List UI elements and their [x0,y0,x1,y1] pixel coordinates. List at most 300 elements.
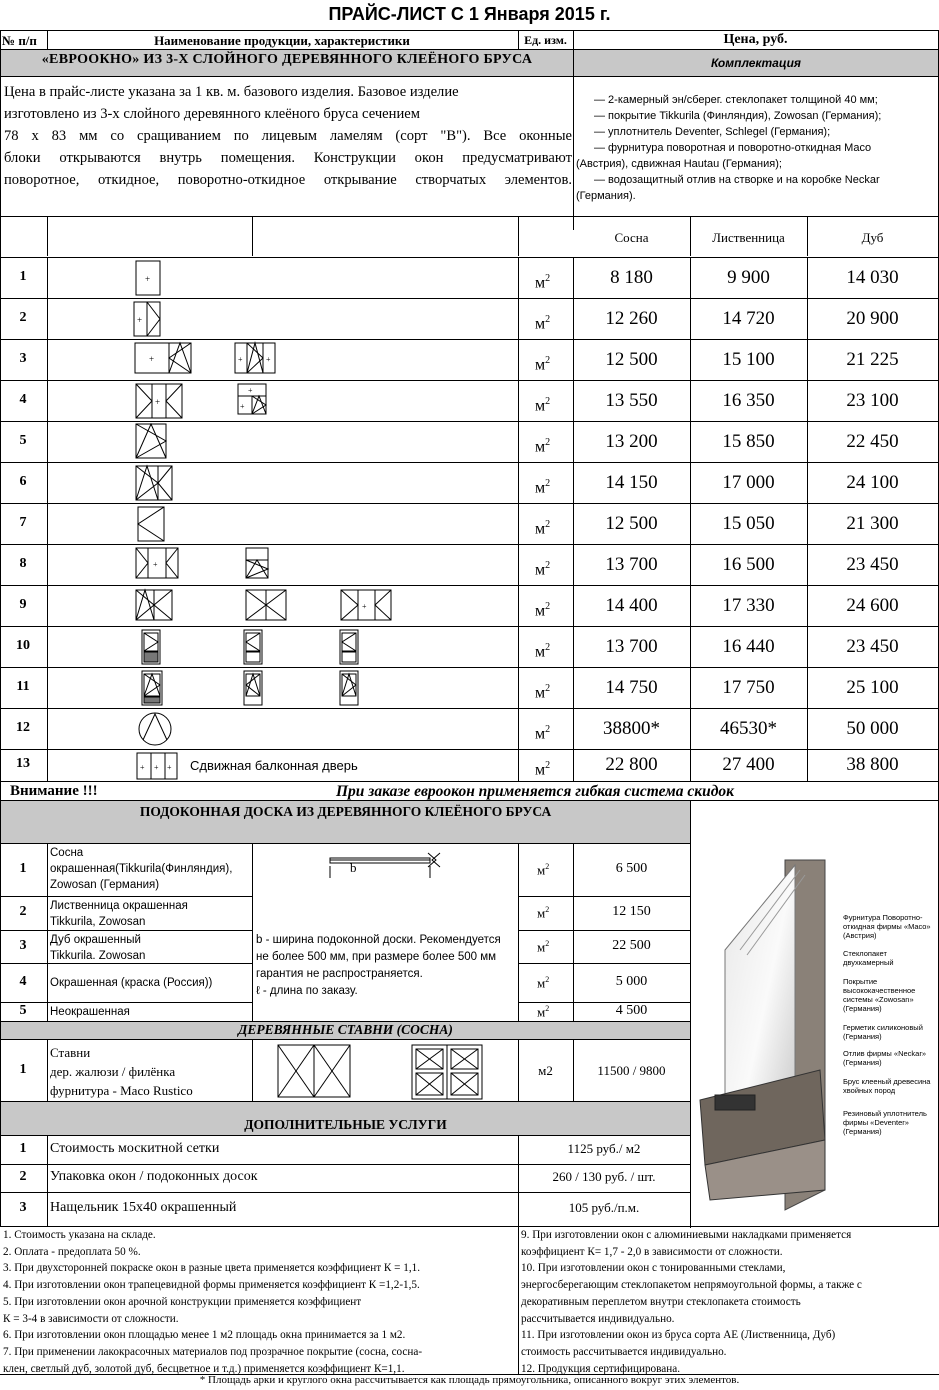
note-line: 12. Продукция сертифицирована. [521,1362,681,1374]
window-type-icon [136,590,406,626]
profile-label: Брус клееный древесина хвойных пород [843,1077,931,1095]
row-number: 1 [19,860,27,876]
kompl-line: — водозащитный отлив на створке и на коробке Neckar [594,174,880,186]
row-number: 3 [19,350,27,366]
shutters-price: 11500 / 9800 [597,1063,666,1078]
price-cell: 105 руб./п.м. [568,1200,640,1215]
row-divider [0,1164,691,1165]
svg-text:+: + [266,355,271,364]
column-divider [690,380,691,421]
unit-power: 2 [545,723,551,735]
column-divider [573,626,574,667]
price-cell: 24 100 [846,471,899,493]
window-type-icon [142,671,412,707]
row-divider [0,544,939,545]
kompl-label: Комплектация [710,56,801,70]
profile-label: Отлив фирмы «Neckar» (Германия) [843,1049,926,1067]
row-unit [535,314,550,333]
column-divider [690,298,691,339]
column-divider [47,749,48,781]
window-type-icon [138,507,408,543]
sill-name-line: Zowosan (Германия) [50,879,160,891]
column-divider [573,708,574,749]
note-line: 9. При изготовлении окон с алюминиевыми накладками применяется [521,1229,852,1241]
row-number: 3 [19,937,27,953]
column-divider [573,930,574,963]
price-cell: 6 500 [615,860,648,876]
price-cell: 27 400 [722,754,775,775]
row-unit [535,601,550,620]
price-cell: 12 150 [612,904,651,919]
price-cell: 14 030 [846,266,899,288]
row-unit [535,683,550,702]
kompl-line: — покрытие Tikkurila (Финляндия), Zowosan (Германия); [594,110,882,122]
note-line: 2. Оплата - предоплата 50 %. [3,1245,141,1258]
note-line: 11. При изготовлении окон из бруса сорта АЕ (Лиственница, Дуб) [521,1329,836,1342]
column-divider [690,749,691,781]
window-type-icon [134,302,404,338]
price-cell: 1125 руб./ м2 [567,1140,641,1156]
column-divider [518,708,519,749]
row-number: 12 [16,719,30,735]
svg-text:+: + [153,560,158,569]
sill-name [50,898,188,930]
desc-line: блоки открываются внутрь помещения. Конструкции окон предусматривают [4,150,572,166]
svg-text:+: + [248,386,253,395]
table-row [0,896,691,930]
column-divider [47,1192,48,1226]
column-divider [518,626,519,667]
row-number: 7 [19,514,27,530]
column-divider [690,626,691,667]
unit-power: 2 [545,682,551,694]
row-divider [0,380,939,381]
unit-text: м [535,560,546,578]
column-divider [573,298,574,339]
unit-power: 2 [545,905,550,914]
row-divider [518,930,691,931]
service-name: Стоимость москитной сетки [50,1140,220,1156]
column-divider [518,503,519,544]
row-divider [0,963,253,964]
sill-name-line: Окрашенная (краска (Россия)) [50,976,213,989]
window-type-icon [142,630,412,666]
unit-power: 2 [545,436,551,448]
price-cell: 22 500 [612,937,651,953]
column-divider [690,339,691,380]
price-cell: 5 000 [615,973,648,989]
price-cell: 21 225 [846,348,899,370]
column-divider [690,708,691,749]
table-row [0,462,939,503]
row-unit [535,724,550,743]
profile-label: Стеклопакет двухкамерный [843,949,894,967]
sill-name-line: Tikkurila. Zowosan [50,950,146,962]
header-num: № п/п [2,33,37,48]
kompl-line: (Германия). [576,190,636,202]
row-divider [518,1002,691,1003]
price-cell: 50 000 [846,717,899,739]
column-divider [47,462,48,503]
unit-text: м [535,519,546,537]
column-divider [47,626,48,667]
notes-right [519,1226,938,1374]
sill-board-drawing [320,848,450,883]
sill-desc-line: ℓ - длина по заказу. [256,985,358,997]
column-divider [518,257,519,298]
column-divider [690,544,691,585]
shutters-name-line: дер. жалюзи / филёнка [50,1064,176,1079]
profile-label: Резиновый уплотнитель фирмы «Deventer» (Германия) [843,1109,927,1136]
material-pine: Сосна [614,230,649,245]
note-line: декоративным переплетом внутри стеклопакета стоимость [521,1295,801,1308]
row-unit [535,478,550,497]
unit-power: 2 [545,559,551,571]
column-divider [807,298,808,339]
svg-text:+: + [155,397,161,407]
price-cell: 22 800 [605,754,658,775]
desc-line: Цена в прайс-листе указана за 1 кв. м. базового изделия. Базовое изделие [4,84,459,100]
column-divider [47,930,48,963]
page-title: ПРАЙС-ЛИСТ С 1 Января 2015 г. [328,4,611,24]
column-divider [47,1002,48,1021]
column-divider [573,503,574,544]
window-type-icon [135,343,405,379]
window-type-icon [136,548,406,584]
price-cell: 22 450 [846,430,899,452]
row-unit [535,560,550,579]
row-unit [537,975,549,991]
row-unit [535,273,550,292]
column-divider [518,843,519,896]
row-number: 2 [19,309,27,325]
kompl-list [576,92,936,204]
column-divider [807,257,808,298]
header-unit: Ед. изм. [524,33,567,47]
price-cell: 16 500 [722,553,775,575]
price-cell: 23 450 [846,553,899,575]
price-cell: 15 850 [722,430,775,452]
column-divider [47,896,48,930]
column-divider [807,462,808,503]
price-cell: 8 180 [610,266,653,288]
unit-power: 2 [545,974,550,984]
header-price: Цена, руб. [723,32,788,47]
sill-name [50,932,145,964]
attention-label: Внимание !!! [10,783,98,799]
column-divider [690,257,691,298]
price-cell: 16 350 [722,389,775,411]
column-divider [573,380,574,421]
row-divider [0,421,939,422]
sill-name [50,1004,130,1020]
note-line: клен, светлый дуб, золотой дуб, бесцветное и т.д.) применяется коэффициент К=1,1. [3,1362,405,1374]
column-divider [518,544,519,585]
material-larch: Лиственница [712,230,785,245]
table-row [0,749,939,781]
column-divider [47,667,48,708]
price-cell: 17 330 [722,594,775,616]
column-divider [47,257,48,298]
price-cell: 15 050 [722,512,775,534]
row-unit [535,642,550,661]
price-cell: 4 500 [615,1002,648,1018]
column-divider [252,896,253,930]
profile-label: Герметик силиконовый (Германия) [843,1023,923,1041]
price-cell: 9 900 [727,266,770,288]
note-line: 3. При двухсторонней покраске окон в разные цвета применяется коэффициент К = 1,1. [3,1262,421,1275]
unit-power: 2 [545,760,551,771]
price-cell: 13 700 [605,553,658,575]
column-divider [807,667,808,708]
row-number: 2 [19,904,27,919]
note-line: коэффициент К= 1,7 - 2,0 в зависимости от сложности. [521,1245,783,1258]
unit-power: 2 [545,1003,550,1013]
column-divider [47,1135,48,1164]
unit-text: м [537,1003,546,1019]
desc-line: изготовлено из 3-х слойного деревянного клеёного бруса сечением [4,106,420,122]
column-divider [573,749,574,781]
column-divider [252,843,253,896]
row-unit [537,939,549,955]
svg-text:+: + [145,274,151,284]
price-cell: 46530* [720,717,777,739]
profile-label: Фурнитура Поворотно-откидная фирмы «Maco» (Австрия) [843,913,931,940]
unit-text: м [537,861,546,877]
column-divider [807,626,808,667]
column-divider [573,462,574,503]
row-divider [0,503,939,504]
sill-name-line: окрашенная(Tikkurila(Финляндия), [50,863,233,875]
price-cell: 13 700 [605,635,658,657]
kompl-line: — уплотнитель Deventer, Schlegel (Германия); [594,126,831,138]
price-cell: 23 450 [846,635,899,657]
column-divider [573,843,574,896]
column-divider [518,298,519,339]
sill-name [50,845,232,893]
sill-desc-line: b - ширина подоконной доски. Рекомендуется [256,934,501,946]
unit-power: 2 [545,518,551,530]
price-cell: 23 100 [846,389,899,411]
row-divider [0,896,253,897]
unit-text: м [535,355,546,373]
row-divider [0,1002,253,1003]
row-unit [537,1004,549,1020]
column-divider [518,380,519,421]
unit-text: м [537,974,546,990]
note-line: 10. При изготовлении окон с тонированными стеклами, [521,1262,786,1275]
unit-text: м [537,905,546,921]
unit-text: м [535,396,546,414]
kompl-line: — 2-камерный эн/сберег. стеклопакет толщиной 40 мм; [594,94,878,106]
column-divider [690,585,691,626]
row-divider [518,896,691,897]
column-divider [573,896,574,930]
row-divider [0,930,253,931]
price-cell: 13 200 [605,430,658,452]
footnote: * Площадь арки и круглого окна рассчитывается как площадь прямоугольника, описанного вокруг этих элементов. [199,1374,740,1386]
sill-b-label: b [350,860,357,875]
column-divider [47,421,48,462]
sill-name-line: Сосна [50,847,84,859]
sill-desc-line: не более 500 мм, при размере более 500 мм [256,951,497,963]
column-divider [518,667,519,708]
price-cell: 21 300 [846,512,899,534]
row-number: 11 [16,678,30,694]
column-divider [518,749,519,781]
column-divider [807,503,808,544]
column-divider [807,380,808,421]
row-number: 3 [19,1200,27,1215]
row-number: 8 [19,555,27,571]
column-divider [47,708,48,749]
price-cell: 12 260 [605,307,658,329]
row-unit [537,905,549,921]
price-cell: 38800* [603,717,660,739]
svg-text:+: + [240,402,245,411]
row-unit [535,355,550,374]
window-type-icon [136,261,406,297]
unit-text: м [535,683,546,701]
column-divider [518,1164,519,1192]
unit-text: м [535,478,546,496]
row-number: 1 [19,268,27,284]
table-row [0,708,939,749]
desc-line: 78 х 83 мм со сращиванием по лицевым ламелям (сорт "В"). Все оконные [4,128,572,144]
price-cell: 14 400 [605,594,658,616]
attention-text: При заказе евроокон применяется гибкая система скидок [336,783,734,800]
column-divider [47,1164,48,1192]
column-divider [573,339,574,380]
svg-text:+: + [149,354,155,364]
table-row [0,1135,691,1164]
unit-text: м [535,601,546,619]
column-divider [807,585,808,626]
svg-text:+: + [137,315,143,325]
unit-power: 2 [545,354,551,366]
price-cell: 13 550 [605,389,658,411]
row-number: 9 [19,596,27,612]
unit-power: 2 [545,477,551,489]
column-divider [47,544,48,585]
note-line: стоимость рассчитывается индивидуально. [521,1345,727,1358]
column-divider [252,963,253,1002]
sill-title: ПОДОКОННАЯ ДОСКА ИЗ ДЕРЕВЯННОГО КЛЕЁНОГО БРУСА [139,804,552,819]
table-row [0,585,939,626]
material-oak: Дуб [861,230,884,245]
column-divider [573,257,574,298]
row-divider [0,339,939,340]
table-row [0,339,939,380]
unit-power: 2 [545,600,551,612]
row-number: 6 [19,473,27,489]
row-divider [0,626,939,627]
sill-name-line: Неокрашенная [50,1005,130,1018]
unit-text: м [535,437,546,455]
row-divider [0,749,939,750]
column-divider [807,339,808,380]
unit-power: 2 [545,641,551,653]
row-number: 5 [19,1002,27,1018]
sill-desc-line: гарантия не распространяется. [256,968,423,980]
row-unit [535,437,550,456]
column-divider [518,896,519,930]
note-line: 5. При изготовлении окон арочной конструкции применяется коэффициент [3,1295,362,1308]
price-cell: 17 000 [722,471,775,493]
column-divider [518,1002,519,1021]
row-number: 5 [19,432,27,448]
column-divider [47,298,48,339]
unit-text: м [535,642,546,660]
window-type-icon [136,466,406,502]
column-divider [518,930,519,963]
price-cell: 14 150 [605,471,658,493]
column-divider [573,963,574,1002]
unit-power: 2 [545,272,551,284]
column-divider [518,585,519,626]
column-divider [518,462,519,503]
row-divider [518,963,691,964]
column-divider [252,1002,253,1021]
note-line: К = 3-4 в зависимости от сложности. [3,1312,179,1325]
note-line: рассчитывается индивидуально. [521,1312,675,1325]
table-row [0,298,939,339]
row-number: 1 [19,1140,27,1156]
column-divider [573,667,574,708]
table-row [0,544,939,585]
shutters-num: 1 [19,1062,27,1077]
svg-text:+: + [154,763,159,772]
note-line: энергосберегающим стеклопакетом непрямоугольной формы, а также с [521,1279,862,1292]
column-divider [573,585,574,626]
window-type-icon [139,712,409,748]
section1-description [4,81,572,191]
unit-text: м [535,314,546,332]
service-name: Упаковка окон / подоконных досок [50,1169,258,1184]
column-divider [690,667,691,708]
price-cell: 14 720 [722,307,775,329]
column-divider [47,963,48,1002]
window-type-icon [136,424,406,460]
column-divider [518,421,519,462]
notes-left [0,1226,517,1374]
column-divider [518,339,519,380]
price-cell: 38 800 [846,754,899,775]
price-cell: 12 500 [605,348,658,370]
shutters-title: ДЕРЕВЯННЫЕ СТАВНИ (СОСНА) [238,1022,453,1037]
profile-label: Покрытие высококачественное системы «Zowosan» (Германия) [843,977,916,1013]
table-row [0,421,939,462]
note-line: 7. При применении лакокрасочных материалов под прозрачное покрытие (сосна, сосна- [3,1345,423,1358]
price-cell: 16 440 [722,635,775,657]
sill-description [256,932,501,1000]
unit-text: м [535,724,546,742]
svg-text:+: + [140,763,145,772]
shutters-unit: м2 [538,1063,553,1078]
table-row [0,667,939,708]
sill-name-line: Лиственница окрашенная [50,900,188,912]
row-divider [0,667,939,668]
svg-text:+: + [362,602,367,611]
sliding-door-label: Сдвижная балконная дверь [190,758,358,773]
kompl-line: — фурнитура поворотная и поворотно-откидная Maco [594,142,872,154]
column-divider [573,421,574,462]
note-line: 1. Стоимость указана на складе. [3,1229,156,1241]
row-unit [537,862,549,878]
price-cell: 25 100 [846,676,899,698]
sill-name-line: Tikkurila, Zowosan [50,916,146,928]
row-number: 10 [16,637,30,653]
